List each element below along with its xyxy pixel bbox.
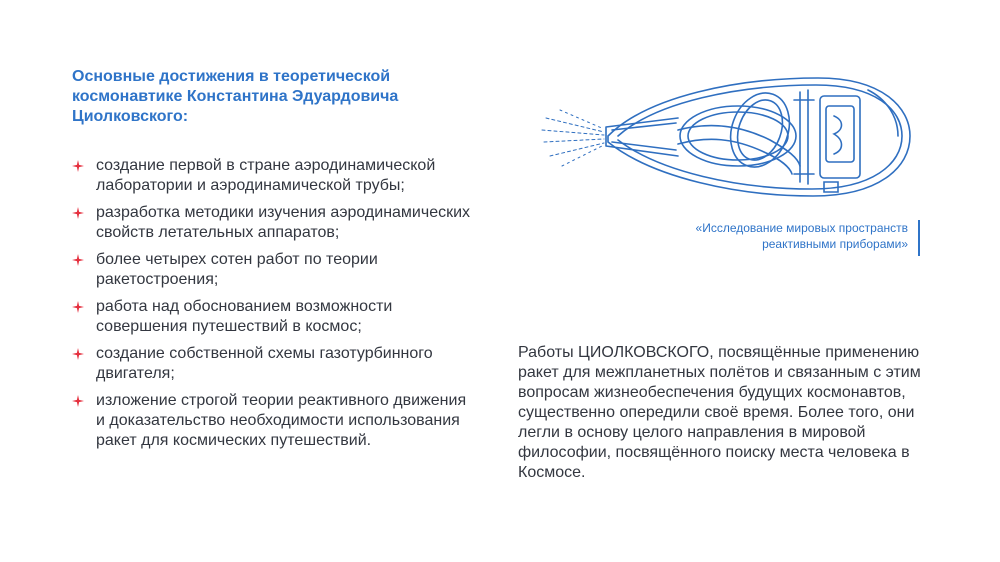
list-item-text: создание первой в стране аэродинамической лаборатории и аэродинамической трубы; — [96, 157, 436, 194]
section-heading: Основные достижения в теоретической космонавтике Константина Эдуардовича Циолковского: — [72, 68, 399, 125]
exhaust-lines — [542, 110, 604, 166]
list-item — [72, 391, 472, 451]
star-bullet-icon — [72, 348, 84, 360]
list-item-text: работа над обоснованием возможности совершения путешествий в космос; — [96, 298, 393, 335]
rocket-schematic-drawing — [538, 70, 918, 220]
star-bullet-icon — [72, 301, 84, 313]
rocket-schematic-illustration — [538, 70, 918, 220]
list-item-text: разработка методики изучения аэродинамических свойств летательных аппаратов; — [96, 204, 471, 241]
list-item — [72, 297, 472, 337]
list-item — [72, 156, 472, 196]
list-item-text: создание собственной схемы газотурбинного двигателя; — [96, 345, 433, 382]
illustration-caption — [640, 220, 920, 256]
star-bullet-icon — [72, 395, 84, 407]
list-item-text: более четырех сотен работ по теории ракетостроения; — [96, 251, 378, 288]
caption-text: «Исследование мировых пространств реактивными приборами» — [695, 221, 908, 251]
star-bullet-icon — [72, 254, 84, 266]
star-bullet-icon — [72, 207, 84, 219]
list-item — [72, 250, 472, 290]
list-item — [72, 203, 472, 243]
summary-paragraph: Работы ЦИОЛКОВСКОГО, посвящённые применению ракет для межпланетных полётов и связанным с этим вопросам жизнеобеспечения будущих космонавтов, существенно опередили своё время. Более того, они легли в основу целого направления в мировой философии, посвящённого поиску места человека в Космосе. — [518, 344, 921, 481]
achievements-list — [72, 156, 472, 458]
list-item — [72, 344, 472, 384]
star-bullet-icon — [72, 160, 84, 172]
bulkhead — [800, 90, 808, 184]
coiled-tubes — [678, 85, 800, 176]
rocket-hull — [608, 78, 910, 196]
list-item-text: изложение строгой теории реактивного движения и доказательство необходимости использования ракет для космических путешествий. — [96, 392, 467, 449]
